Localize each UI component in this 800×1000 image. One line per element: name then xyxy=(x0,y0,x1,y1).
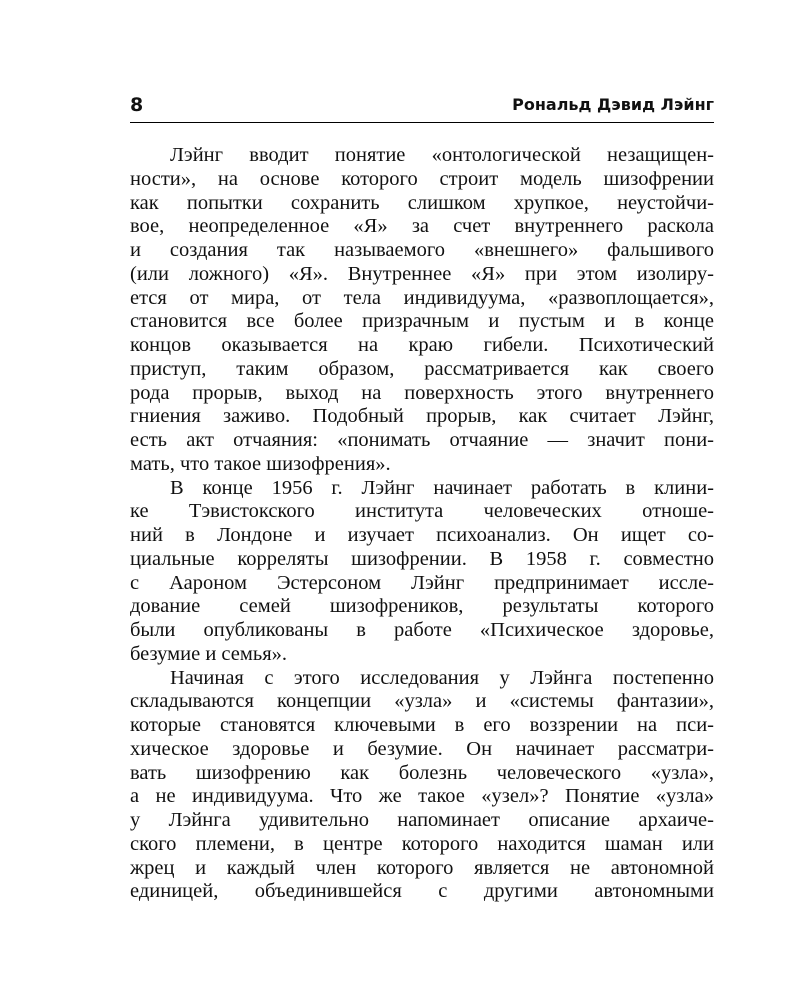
text-line: у Лэйнга удивительно напоминает описание архаиче- xyxy=(130,809,714,831)
text-line: Лэйнг вводит понятие «онтологической незащищен- xyxy=(170,144,714,166)
text-line: вать шизофрению как болезнь человеческого «узла», xyxy=(130,761,714,784)
page-number: 8 xyxy=(130,94,144,116)
text-line: мать, что такое шизофрения». xyxy=(130,452,391,475)
text-line: становится все более призрачным и пустым и в конце xyxy=(130,310,714,333)
text-line: В конце 1956 г. Лэйнг начинает работать в клини- xyxy=(170,476,714,499)
text-line: как попытки сохранить слишком хрупкое, неустойчи- xyxy=(130,191,714,214)
text-line: ности», на основе которого строит модель шизофрении xyxy=(130,167,714,190)
text-line: гниения заживо. Подобный прорыв, как считает Лэйнг, xyxy=(130,405,714,428)
text-line: дование семей шизофреников, результаты которого xyxy=(130,595,714,618)
text-line: единицей, объединившейся с другими автономными xyxy=(130,880,714,903)
text-line: жрец и каждый член которого является не автономной xyxy=(130,856,714,879)
text-line: рода прорыв, выход на поверхность этого внутреннего xyxy=(130,381,714,404)
text-line: циальные корреляты шизофрении. В 1958 г. совместно xyxy=(130,547,714,570)
text-line: приступ, таким образом, рассматривается как своего xyxy=(130,357,714,380)
text-line: складываются концепции «узла» и «системы фантазии», xyxy=(130,690,714,713)
running-title: Рональд Дэвид Лэйнг xyxy=(512,95,714,114)
text-line: безумие и семья». xyxy=(130,642,287,665)
text-line: ется от мира, от тела индивидуума, «развоплощается», xyxy=(130,286,714,309)
body-text xyxy=(130,144,714,904)
text-line: и создания так называемого «внешнего» фальшивого xyxy=(130,239,714,261)
running-head xyxy=(130,94,714,123)
text-line: которые становятся ключевыми в его воззрении на пси- xyxy=(130,714,714,736)
text-line: были опубликованы в работе «Психическое здоровье, xyxy=(130,619,714,641)
text-line: ний в Лондоне и изучает психоанализ. Он ищет со- xyxy=(130,524,714,546)
text-line: (или ложного) «Я». Внутреннее «Я» при этом изолиру- xyxy=(130,262,714,285)
text-line: вое, неопределенное «Я» за счет внутреннего раскола xyxy=(130,215,714,238)
text-line: концов оказывается на краю гибели. Психотический xyxy=(130,334,714,356)
text-line: ке Тэвистокского института человеческих отноше- xyxy=(130,500,714,523)
text-line: есть акт отчаяния: «понимать отчаяние — значит пони- xyxy=(130,429,714,451)
text-line: с Аароном Эстерсоном Лэйнг предпринимает иссле- xyxy=(130,571,714,594)
text-line: хическое здоровье и безумие. Он начинает рассматри- xyxy=(130,737,714,760)
text-line: ского племени, в центре которого находится шаман или xyxy=(130,832,714,855)
text-line: Начиная с этого исследования у Лэйнга постепенно xyxy=(170,666,714,689)
text-line: а не индивидуума. Что же такое «узел»? Понятие «узла» xyxy=(130,785,714,808)
